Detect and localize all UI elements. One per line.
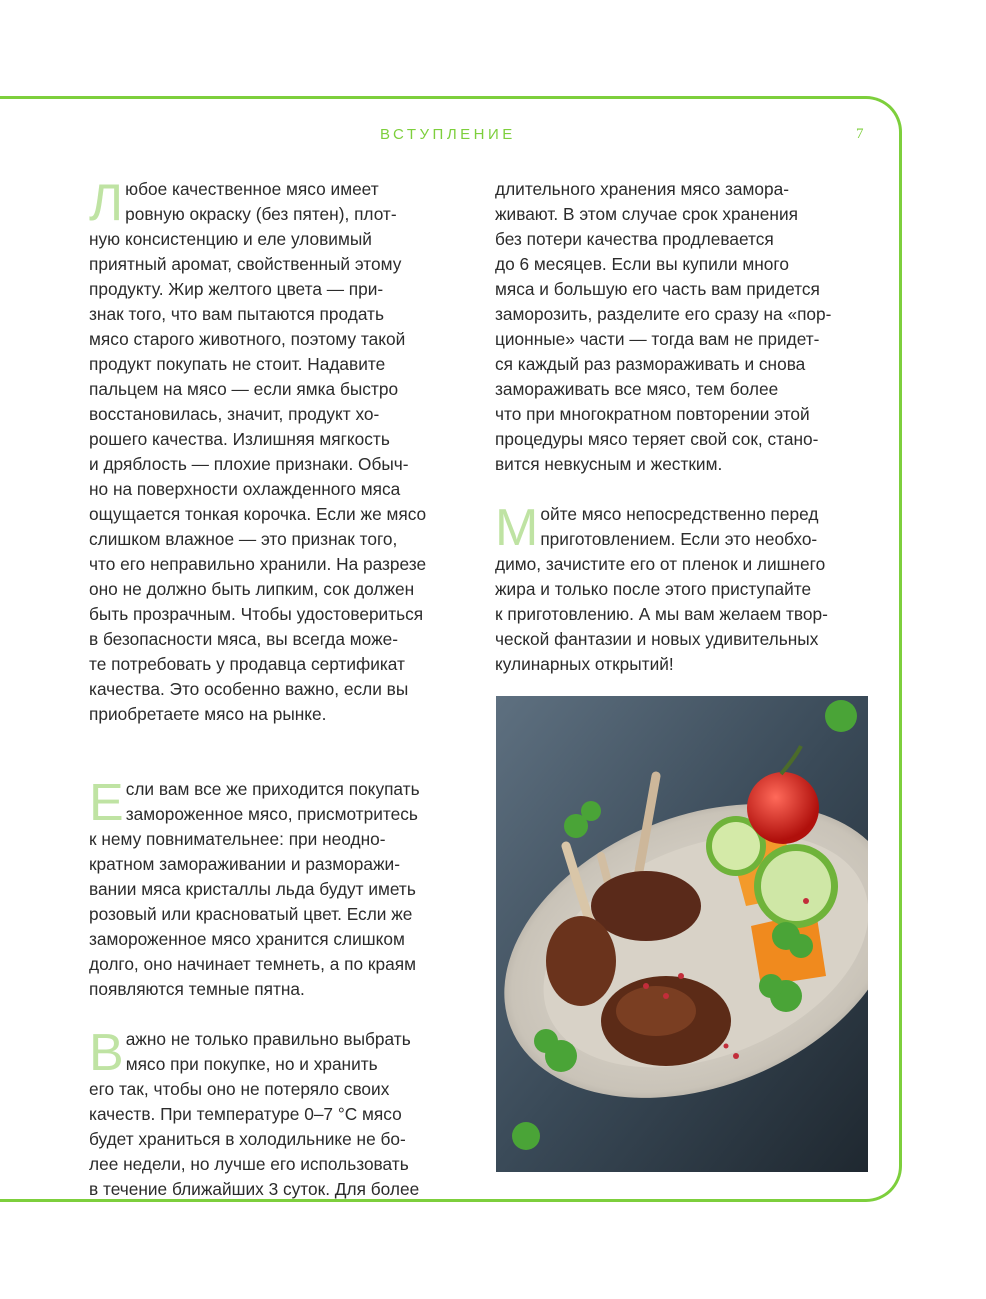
text-line: заморозить, разделите его сразу на «пор- [495, 304, 832, 324]
right-column [495, 177, 875, 677]
left-column [89, 174, 469, 1202]
text-line: приятный аромат, свойственный этому [89, 254, 402, 274]
text-line: вится невкусным и жестким. [495, 454, 723, 474]
text-line: ционные» части — тогда вам не придет- [495, 329, 820, 349]
text-line: к приготовлению. А мы вам желаем твор- [495, 604, 828, 624]
text-line: что при многократном повторении этой [495, 404, 810, 424]
text-line: ся каждый раз размораживать и снова [495, 354, 806, 374]
paragraph [89, 174, 469, 727]
drop-cap: В [89, 1024, 124, 1082]
text-line: без потери качества продлевается [495, 229, 774, 249]
text-line: оно не должно быть липким, сок должен [89, 579, 415, 599]
text-line: приобретаете мясо на рынке. [89, 704, 327, 724]
drop-cap: Е [89, 774, 124, 832]
paragraph [89, 774, 469, 1002]
text-line: процедуры мясо теряет свой сок, стано- [495, 429, 819, 449]
text-line: приготовлением. Если это необхо- [540, 529, 818, 549]
text-line: продукту. Жир желтого цвета — при- [89, 279, 384, 299]
text-line: его так, чтобы оно не потеряло своих [89, 1079, 390, 1099]
text-line: но на поверхности охлажденного мяса [89, 479, 401, 499]
paragraph [495, 499, 875, 677]
text-line: пальцем на мясо — если ямка быстро [89, 379, 399, 399]
text-line: юбое качественное мясо имеет [125, 179, 379, 199]
lamb-chops-illustration [496, 696, 868, 1172]
text-line: те потребовать у продавца сертификат [89, 654, 405, 674]
text-line: будет храниться в холодильнике не бо- [89, 1129, 406, 1149]
text-line: ойте мясо непосредственно перед [540, 504, 819, 524]
text-line: долго, оно начинает темнеть, а по краям [89, 954, 416, 974]
drop-cap: Л [89, 174, 124, 232]
text-line: мясо старого животного, поэтому такой [89, 329, 406, 349]
text-line: к нему повнимательнее: при неодно- [89, 829, 386, 849]
text-line: ческой фантазии и новых удивительных [495, 629, 819, 649]
text-line: ровную окраску (без пятен), плот- [125, 204, 397, 224]
text-line: продукт покупать не стоит. Надавите [89, 354, 386, 374]
text-line: качества. Это особенно важно, если вы [89, 679, 409, 699]
text-line: восстановилась, значит, продукт хо- [89, 404, 380, 424]
text-line: появляются темные пятна. [89, 979, 305, 999]
text-line: замороженное мясо, присмотритесь [125, 804, 418, 824]
text-line: знак того, что вам пытаются продать [89, 304, 384, 324]
section-title: ВСТУПЛЕНИЕ [380, 126, 516, 143]
text-line: длительного хранения мясо замора- [495, 179, 790, 199]
text-line: ную консистенцию и еле уловимый [89, 229, 372, 249]
text-line: лее недели, но лучше его использовать [89, 1154, 409, 1174]
text-line: мяса и большую его часть вам придется [495, 279, 820, 299]
text-line: быть прозрачным. Чтобы удостовериться [89, 604, 424, 624]
text-line: ощущается тонкая корочка. Если же мясо [89, 504, 427, 524]
drop-cap: М [495, 499, 539, 557]
text-line: и дряблость — плохие признаки. Обыч- [89, 454, 409, 474]
paragraph [495, 177, 875, 477]
text-line: кратном замораживании и разморажи- [89, 854, 400, 874]
text-line: качеств. При температуре 0–7 °С мясо [89, 1104, 402, 1124]
text-line: что его неправильно хранили. На разрезе [89, 554, 427, 574]
text-line: в течение ближайших 3 суток. Для более [89, 1179, 420, 1199]
text-line: замораживать все мясо, тем более [495, 379, 779, 399]
paragraph [89, 1024, 469, 1202]
text-line: розовый или красноватый цвет. Если же [89, 904, 413, 924]
text-line: жира и только после этого приступайте [495, 579, 812, 599]
text-line: кулинарных открытий! [495, 654, 674, 674]
text-line: слишком влажное — это признак того, [89, 529, 398, 549]
text-line: ажно не только правильно выбрать [125, 1029, 411, 1049]
page-number: 7 [856, 126, 864, 142]
text-line: мясо при покупке, но и хранить [125, 1054, 378, 1074]
text-line: димо, зачистите его от пленок и лишнего [495, 554, 826, 574]
text-line: замороженное мясо хранится слишком [89, 929, 405, 949]
text-line: вании мяса кристаллы льда будут иметь [89, 879, 416, 899]
text-line: сли вам все же приходится покупать [125, 779, 420, 799]
text-line: рошего качества. Излишняя мягкость [89, 429, 390, 449]
text-line: живают. В этом случае срок хранения [495, 204, 798, 224]
text-line: до 6 месяцев. Если вы купили много [495, 254, 789, 274]
text-line: в безопасности мяса, вы всегда може- [89, 629, 399, 649]
food-photo [496, 696, 868, 1172]
